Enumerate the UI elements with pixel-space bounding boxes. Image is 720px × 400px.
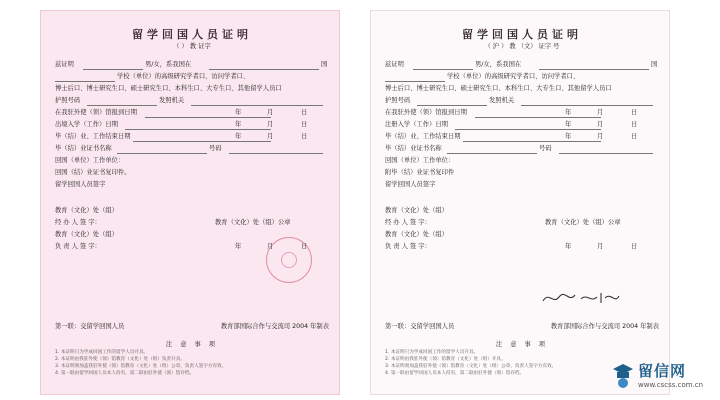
row-end-date: 毕（结）业、工作结束日期 年 月 日	[55, 133, 308, 140]
row-passport: 护照号码 发照机关	[55, 97, 329, 109]
certificate-footer	[55, 323, 329, 377]
row-entry-date: 出境入学（工作）日期 年 月 日	[55, 121, 308, 128]
certificate-number: （ 沪 ） 教 （文） 证字 号	[484, 43, 560, 50]
row-school: 学校（单位）的高级研究学者口、访问学者口、	[385, 73, 659, 85]
note-item: 2. 本证明由我驻外使（领）馆教育（文化）处（组）开具。	[385, 357, 506, 362]
row-head-office: 教育（文化）处（组）	[55, 231, 118, 238]
note-item: 1. 本证明只为学成回国工作的留学人员开具。	[55, 350, 149, 355]
logo-name: 留信网	[638, 362, 687, 380]
row-handler-office: 教育（文化）处（组）	[385, 207, 448, 214]
row-certificate-name: 毕（结）业证书名称 号码	[385, 145, 659, 157]
certificate-title: 留学回国人员证明	[462, 28, 582, 41]
row-returnee-signature: 留学回国人员签字	[385, 181, 436, 188]
note-item: 4. 第一联由留学回国人员本人持有，第二联由驻外使（领）馆存档。	[385, 371, 525, 376]
row-school: 学校（单位）的高级研究学者口、访问学者口、	[55, 73, 329, 85]
row-work-unit: 回国（单位）工作单位：	[385, 157, 455, 164]
note-item: 3. 本证明须加盖我驻外使（领）馆教育（文化）处（组）公章，负责人签字方有效。	[385, 364, 557, 369]
certificate-title: 留学回国人员证明	[132, 28, 252, 41]
certificate-number: （ ） 教 证字	[173, 43, 211, 50]
row-returnee-signature: 留学回国人员签字	[55, 181, 106, 188]
row-head-office: 教育（文化）处（组）	[385, 231, 448, 238]
copy-label: 第一联：交留学回国人员	[55, 323, 125, 330]
issuer-label: 教育部国际合作与交流司 2004 年制表	[220, 323, 329, 330]
copy-label: 第一联：交留学回国人员	[385, 323, 455, 330]
row-end-date: 毕（结）业、工作结束日期 年 月 日	[385, 133, 638, 140]
row-report-date: 在我驻外使（领）馆报到日期 年 月 日	[55, 109, 308, 116]
logo-url: www.cscss.com.cn	[638, 381, 704, 389]
handwritten-signature-icon	[541, 289, 621, 307]
row-attachment: 回国（结）业证书复印件。	[55, 169, 131, 176]
note-item: 2. 本证明由我驻外使（领）馆教育（文化）处（组）负责开具。	[55, 357, 185, 362]
graduate-cap-icon	[612, 363, 634, 389]
row-category: 博士后口、博士研究生口、硕士研究生口、本科生口、大专生口、其他留学人员口	[385, 85, 612, 92]
certificate-right	[370, 10, 670, 395]
notes-title: 注 意 事 项	[165, 341, 219, 348]
row-category: 博士后口、博士研究生口、硕士研究生口、本科生口、大专生口、其他留学人员口	[55, 85, 282, 92]
note-item: 1. 本证明只为学成回国工作的留学人员开具。	[385, 350, 479, 355]
row-head-signature: 负 责 人 签 字： 年 月 日	[385, 243, 638, 250]
row-passport: 护照号码 发照机关	[385, 97, 659, 109]
row-handler-signature: 经 办 人 签 字： 教育（文化）处（组）公章	[55, 219, 291, 226]
row-attachment: 附毕（结）业证书复印件	[385, 169, 455, 176]
notes-title: 注 意 事 项	[495, 341, 549, 348]
row-handler-signature: 经 办 人 签 字： 教育（文化）处（组）公章	[385, 219, 621, 226]
row-report-date: 在我驻外使（领）馆报到日期 年 月 日	[385, 109, 638, 116]
issuer-label: 教育部国际合作与交流司 2004 年制表	[550, 323, 659, 330]
row-name: 兹证明 男/女，系我国在 国	[55, 61, 328, 68]
row-work-unit: 回国（单位）工作单位：	[55, 157, 125, 164]
row-certificate-name: 毕（结）业证书名称 号码	[55, 145, 329, 157]
row-entry-date: 注册入学（工作）日期 年 月 日	[385, 121, 638, 128]
row-name: 兹证明 男/女，系我国在 国	[385, 61, 658, 68]
row-head-signature: 负 责 人 签 字： 年 月 日	[55, 243, 308, 250]
note-item: 4. 第一联由留学回国人员本人持有，第二联由驻外使（领）馆存档。	[55, 371, 195, 376]
certificate-left	[40, 10, 340, 395]
row-handler-office: 教育（文化）处（组）	[55, 207, 118, 214]
note-item: 3. 本证明须加盖我驻外使（领）馆教育（文化）处（组）公章，负责人签字方有效。	[55, 364, 227, 369]
